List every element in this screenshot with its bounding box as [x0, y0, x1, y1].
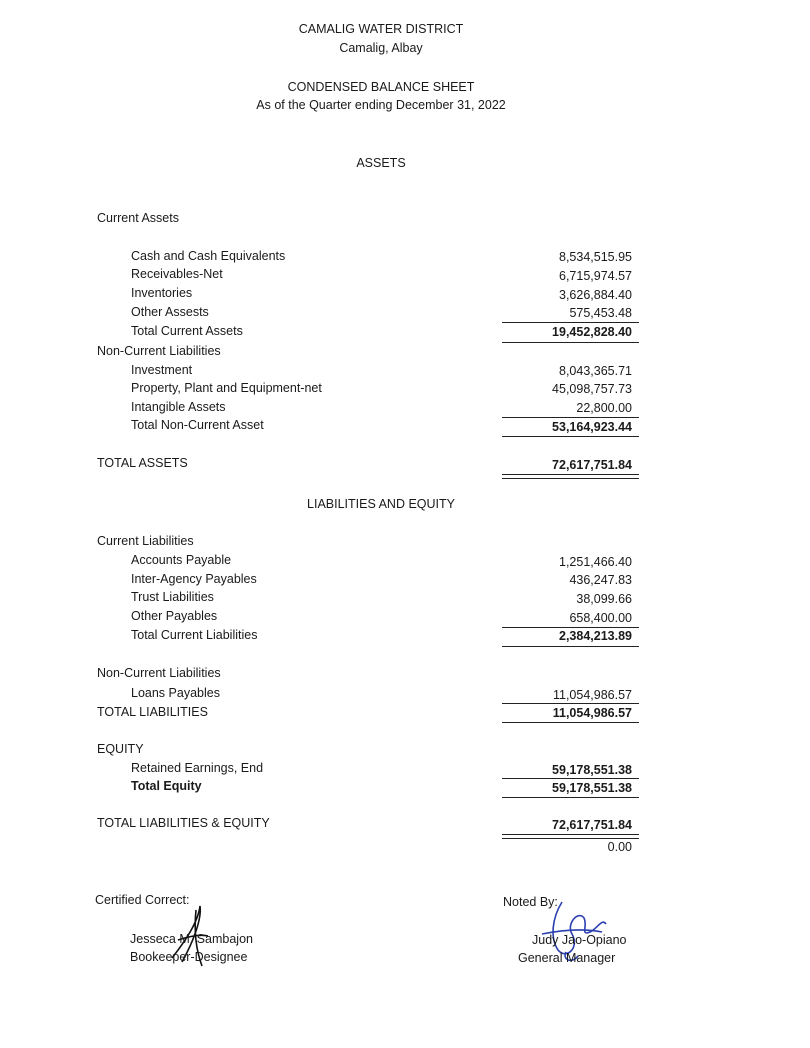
difference-value: 0.00	[607, 840, 632, 854]
subtotal-rule	[502, 322, 639, 323]
line-item-label: Loans Payables	[131, 686, 220, 700]
total-liabilities-equity-label: TOTAL LIABILITIES & EQUITY	[97, 816, 270, 830]
subtotal-rule	[502, 778, 639, 779]
noncurrent-liabilities-heading: Non-Current Liabilities	[97, 666, 221, 680]
line-item-value: 575,453.48	[569, 306, 632, 320]
document-period: As of the Quarter ending December 31, 2022	[256, 98, 506, 112]
subtotal-rule	[502, 417, 639, 418]
noncurrent-assets-heading: Non-Current Liabilities	[97, 344, 221, 358]
company-location: Camalig, Albay	[339, 41, 423, 55]
total-noncurrent-assets-label: Total Non-Current Asset	[131, 418, 264, 432]
total-noncurrent-assets-value: 53,164,923.44	[552, 420, 632, 434]
certified-role: Bookeeper-Designee	[130, 950, 248, 964]
line-item-value: 22,800.00	[576, 401, 632, 415]
line-item-label: Inventories	[131, 286, 193, 300]
equity-heading: EQUITY	[97, 742, 144, 756]
subtotal-rule	[502, 703, 639, 704]
assets-heading: ASSETS	[356, 156, 406, 170]
document-title: CONDENSED BALANCE SHEET	[287, 80, 475, 94]
line-item-value: 59,178,551.38	[552, 763, 632, 777]
double-rule-bottom	[502, 478, 639, 479]
certified-name: Jesseca M. Sambajon	[130, 932, 253, 946]
total-current-liabilities-value: 2,384,213.89	[559, 629, 632, 643]
line-item-label: Inter-Agency Payables	[131, 572, 257, 586]
line-item-label: Receivables-Net	[131, 267, 223, 281]
line-item-label: Retained Earnings, End	[131, 761, 264, 775]
total-rule	[502, 722, 639, 723]
line-item-value: 11,054,986.57	[552, 688, 632, 702]
line-item-label: Accounts Payable	[131, 553, 232, 567]
double-rule-bottom	[502, 838, 639, 839]
line-item-value: 8,534,515.95	[559, 250, 632, 264]
line-item-value: 1,251,466.40	[559, 555, 632, 569]
total-rule	[502, 436, 639, 437]
total-rule	[502, 646, 639, 647]
total-liabilities-value: 11,054,986.57	[552, 706, 632, 720]
total-liabilities-label: TOTAL LIABILITIES	[97, 705, 208, 719]
line-item-label: Cash and Cash Equivalents	[131, 249, 286, 263]
line-item-value: 6,715,974.57	[559, 269, 632, 283]
total-rule	[502, 797, 639, 798]
line-item-value: 8,043,365.71	[559, 364, 632, 378]
line-item-value: 45,098,757.73	[552, 382, 632, 396]
liabilities-equity-heading: LIABILITIES AND EQUITY	[307, 497, 455, 511]
total-current-assets-value: 19,452,828.40	[552, 325, 632, 339]
line-item-value: 3,626,884.40	[559, 288, 632, 302]
line-item-label: Intangible Assets	[131, 400, 226, 414]
certified-caption: Certified Correct:	[95, 893, 190, 907]
current-liabilities-heading: Current Liabilities	[97, 534, 194, 548]
total-current-assets-label: Total Current Assets	[131, 324, 243, 338]
total-assets-label: TOTAL ASSETS	[97, 456, 188, 470]
line-item-value: 658,400.00	[569, 611, 632, 625]
line-item-label: Trust Liabilities	[131, 590, 214, 604]
total-rule	[502, 342, 639, 343]
line-item-value: 436,247.83	[569, 573, 632, 587]
current-assets-heading: Current Assets	[97, 211, 179, 225]
line-item-label: Property, Plant and Equipment-net	[131, 381, 322, 395]
noted-role: General Manager	[518, 951, 616, 965]
total-equity-value: 59,178,551.38	[552, 781, 632, 795]
total-liabilities-equity-value: 72,617,751.84	[552, 818, 632, 832]
total-equity-label: Total Equity	[131, 779, 202, 793]
line-item-value: 38,099.66	[576, 592, 632, 606]
subtotal-rule	[502, 627, 639, 628]
noted-name: Judy Jao-Opiano	[532, 933, 627, 947]
line-item-label: Other Assests	[131, 305, 209, 319]
line-item-label: Investment	[131, 363, 193, 377]
double-rule-top	[502, 834, 639, 835]
total-assets-value: 72,617,751.84	[552, 458, 632, 472]
double-rule-top	[502, 474, 639, 475]
noted-caption: Noted By:	[503, 895, 558, 909]
total-current-liabilities-label: Total Current Liabilities	[131, 628, 258, 642]
line-item-label: Other Payables	[131, 609, 218, 623]
company-name: CAMALIG WATER DISTRICT	[298, 22, 464, 36]
